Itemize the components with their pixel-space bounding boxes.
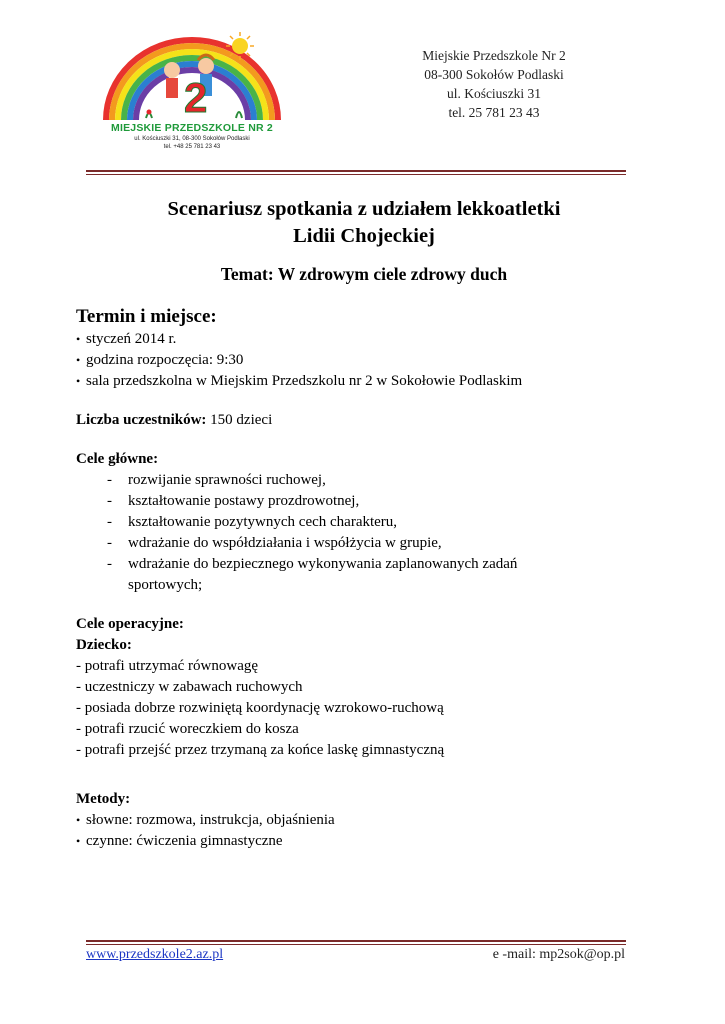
number-two-icon: 2 [184,74,208,121]
termin-list [76,329,636,392]
child-heading: Dziecko: [76,637,132,653]
footer-divider [86,940,626,945]
dash-icon: - [107,514,112,530]
header-address [384,46,604,122]
list-item [76,470,636,491]
goal-text: wdrażanie do bezpiecznego wykonywania zaplanowanych zadań sportowych; [128,556,518,593]
termin-item-text: styczeń 2014 r. [86,331,177,347]
header-line-3: ul. Kościuszki 31 [446,86,542,101]
list-item [76,533,636,554]
logo-phone-line: tel. +48 25 781 23 43 [163,143,221,150]
footer-email: e -mail: mp2sok@op.pl [492,947,625,962]
bullet-icon: • [76,374,81,388]
list-item [76,831,636,852]
logo-address-line: ul. Kościuszki 31, 08-300 Sokołów Podlaski [134,136,250,142]
header-divider [86,170,626,175]
logo-title: MIEJSKIE PRZEDSZKOLE NR 2 [111,122,273,134]
main-goals-list [76,470,636,596]
participants-value: 150 dzieci [206,412,273,428]
header-line-2: 08-300 Sokołów Podlaski [424,67,564,82]
termin-item-text: sala przedszkolna w Miejskim Przedszkolu nr 2 w Sokołowie Podlaskim [86,373,523,389]
list-item [76,554,636,596]
header-line-4: tel. 25 781 23 43 [448,105,540,120]
bullet-icon: • [76,813,81,827]
list-item: - potrafi utrzymać równowagę [76,658,259,674]
website-link[interactable]: www.przedszkole2.az.pl [86,947,224,962]
participants [76,410,636,431]
participants-label: Liczba uczestników: [76,412,207,428]
title-line-2: Lidii Chojeckiej [293,225,435,247]
kindergarten-logo [86,28,298,152]
goal-text: wdrażanie do współdziałania i współżycia w grupie, [128,535,442,551]
bullet-icon: • [76,834,81,848]
list-item [76,810,636,831]
goal-text: kształtowanie postawy prozdrowotnej, [128,493,360,509]
main-goals-heading: Cele główne: [76,451,159,467]
method-text: słowne: rozmowa, instrukcja, objaśnienia [86,812,335,828]
bullet-icon: • [76,353,81,367]
termin-heading: Termin i miejsce: [76,306,217,327]
document-subject: Temat: W zdrowym ciele zdrowy duch [220,264,508,284]
dash-icon: - [107,556,112,572]
list-item [76,491,636,512]
dash-icon: - [107,535,112,551]
header-line-1: Miejskie Przedszkole Nr 2 [422,48,566,63]
document-title [86,196,642,250]
methods-list [76,810,636,852]
list-item [76,350,636,371]
operational-goals-list [76,656,636,761]
operational-goals-heading: Cele operacyjne: [76,616,184,632]
goal-text: rozwijanie sprawności ruchowej, [128,472,326,488]
dash-icon: - [107,493,112,509]
list-item: - posiada dobrze rozwiniętą koordynację wzrokowo-ruchową [76,700,444,716]
list-item: - potrafi rzucić woreczkiem do kosza [76,721,299,737]
rainbow-icon [86,28,298,128]
list-item [76,512,636,533]
title-line-1: Scenariusz spotkania z udziałem lekkoatletki [167,198,561,220]
list-item [76,371,636,392]
document-body [76,306,636,852]
method-text: czynne: ćwiczenia gimnastyczne [86,833,283,849]
methods-heading: Metody: [76,791,131,807]
logo-address [86,136,298,151]
goal-text: kształtowanie pozytywnych cech charakteru, [128,514,398,530]
termin-item-text: godzina rozpoczęcia: 9:30 [86,352,244,368]
list-item: - uczestniczy w zabawach ruchowych [76,679,303,695]
list-item: - potrafi przejść przez trzymaną za końce laskę gimnastyczną [76,742,445,758]
bullet-icon: • [76,332,81,346]
list-item [76,329,636,350]
dash-icon: - [107,472,112,488]
